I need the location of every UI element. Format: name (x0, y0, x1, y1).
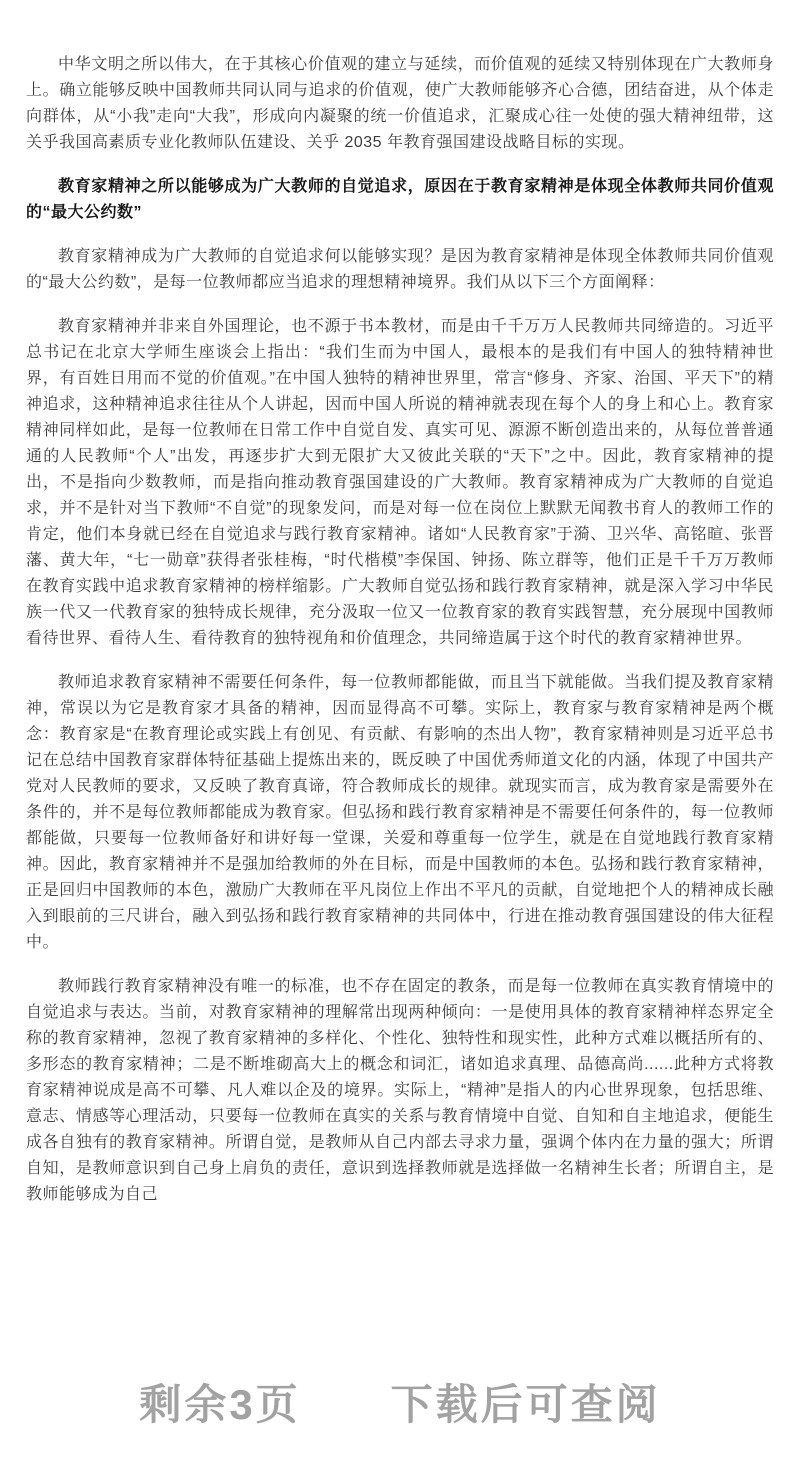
paragraph-5: 教师践行教育家精神没有唯一的标准，也不存在固定的教条，而是每一位教师在真实教育情境中的自觉追求与表达。当前，对教育家精神的理解常出现两种倾向：一是使用具体的教育家精神样态界定全称的教育家精神，忽视了教育家精神的多样化、个性化、独特性和现实性，此种方式难以概括所有的、多形态的教育家精神；二是不断堆砌高大上的概念和词汇，诸如追求真理、品德高尚......此种方式将教育家精神说成是高不可攀、凡人难以企及的境界。实际上，“精神”是指人的内心世界现象，包括思维、意志、情感等心理活动，只要每一位教师在真实的关系与教育情境中自觉、自知和自主地追求，便能生成各自独有的教育家精神。所谓自觉，是教师从自己内部去寻求力量，强调个体内在力量的强大；所谓自知，是教师意识到自己身上肩负的责任，意识到选择教师就是选择做一名精神生长者；所谓自主，是教师能够成为自己 (26, 978, 774, 1203)
paragraph-3: 教育家精神并非来自外国理论，也不源于书本教材，而是由千千万万人民教师共同缔造的。习近平总书记在北京大学师生座谈会上指出：“我们生而为中国人，最根本的是我们有中国人的独特精神世界，有百姓日用而不觉的价值观。”在中国人独特的精神世界里，常言“修身、齐家、治国、平天下”的精神追求，这种精神追求往往从个人讲起，因而中国人所说的精神就表现在每个人的身上和心上。教育家精神同样如此，是每一位教师在日常工作中自觉自发、真实可见、源源不断创造出来的，从每位普普通通的人民教师“个人”出发，再逐步扩大到无限扩大又彼此关联的“天下”之中。因此，教育家精神的提出，不是指向少数教师，而是指向推动教育强国建设的广大教师。教育家精神成为广大教师的自觉追求，并不是针对当下教师“不自觉”的现象发问，而是对每一位在岗位上默默无闻教书育人的教师工作的肯定，他们本身就已经在自觉追求与践行教育家精神。诸如“人民教育家”于漪、卫兴华、高铭暄、张晋藩、黄大年，“七一勋章”获得者张桂梅，“时代楷模”李保国、钟扬、陈立群等，他们正是千千万万教师在教育实践中追求教育家精神的榜样缩影。广大教师自觉弘扬和践行教育家精神，就是深入学习中华民族一代又一代教育家的独特成长规律，充分汲取一位又一位教育家的教育实践智慧，充分展现中国教师看待世界、看待人生、看待教育的独特视角和价值理念，共同缔造属于这个时代的教育家精神世界。 (26, 318, 774, 647)
paragraph-4: 教师追求教育家精神不需要任何条件，每一位教师都能做，而且当下就能做。当我们提及教育家精神，常误以为它是教育家才具备的精神，因而显得高不可攀。实际上，教育家与教育家精神是两个概念：教育家是“在教育理论或实践上有创见、有贡献、有影响的杰出人物”，教育家精神则是习近平总书记在总结中国教育家群体特征基础上提炼出来的，既反映了中国优秀师道文化的内涵，体现了中国共产党对人民教师的要求，又反映了教育真谛，符合教师成长的规律。就现实而言，成为教育家是需要外在条件的，并不是每位教师都能成为教育家。但弘扬和践行教育家精神是不需要任何条件的，每一位教师都能做，只要每一位教师备好和讲好每一堂课，关爱和尊重每一位学生，就是在自觉地践行教育家精神。因此，教育家精神并不是强加给教师的外在目标，而是中国教师的本色。弘扬和践行教育家精神，正是回归中国教师的本色，激励广大教师在平凡岗位上作出不平凡的贡献，自觉地把个人的精神成长融入到眼前的三尺讲台，融入到弘扬和践行教育家精神的共同体中，行进在推动教育强国建设的伟大征程中。 (26, 674, 774, 951)
paragraph-1: 中华文明之所以伟大，在于其核心价值观的建立与延续，而价值观的延续又特别体现在广大教师身上。确立能够反映中国教师共同认同与追求的价值观，使广大教师能够齐心合德，团结奋进，从个体走向群体，从“小我”走向“大我”，形成向内凝聚的统一价值追求，汇聚成心往一处使的强大精神纽带，这关乎我国高素质专业化教师队伍建设、关乎 2035 年教育强国建设战略目标的实现。 (26, 56, 774, 151)
paragraph-2: 教育家精神成为广大教师的自觉追求何以能够实现？是因为教育家精神是体现全体教师共同价值观的“最大公约数”，是每一位教师都应当追求的理想精神境界。我们从以下三个方面阐释： (26, 248, 774, 291)
section-heading: 教育家精神之所以能够成为广大教师的自觉追求，原因在于教育家精神是体现全体教师共同价值观的“最大公约数” (26, 178, 774, 221)
remaining-pages-notice: 剩余3页 下载后可查阅 (139, 1381, 661, 1428)
